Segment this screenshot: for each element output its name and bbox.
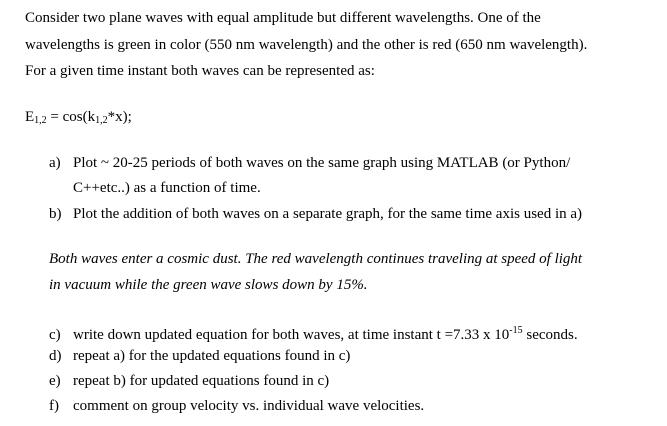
question-e [49, 372, 329, 390]
question-c-suffix: seconds. [522, 327, 578, 343]
equation-rhs: *x); [107, 109, 132, 125]
equation-middle: = cos(k [46, 109, 96, 125]
question-b-text: Plot the addition of both waves on a separate graph, for the same time axis used in a) [73, 206, 583, 222]
question-e-label: e) [49, 373, 61, 389]
question-d [49, 347, 350, 365]
question-c-label: c) [49, 327, 61, 343]
question-a-text-line-2: C++etc..) as a function of time. [73, 180, 261, 196]
question-a-continued [49, 179, 261, 197]
question-a [49, 154, 570, 172]
intro-line-3: For a given time instant both waves can be represented as: [25, 63, 375, 79]
question-a-text-line-1: Plot ~ 20-25 periods of both waves on the same graph using MATLAB (or Python/ [73, 155, 571, 171]
question-d-label: d) [49, 348, 62, 364]
question-b [49, 205, 582, 223]
question-c-exponent: -15 [509, 325, 523, 336]
question-d-text: repeat a) for the updated equations found in c) [73, 348, 351, 364]
question-f-label: f) [49, 398, 59, 414]
question-f [49, 397, 424, 415]
question-c [49, 322, 578, 344]
equation-k-subscript: 1,2 [95, 115, 108, 126]
intro-line-2: wavelengths is green in color (550 nm wavelength) and the other is red (650 nm wavelength). [25, 37, 588, 53]
intro-line-1: Consider two plane waves with equal amplitude but different wavelengths. One of the [25, 10, 541, 26]
equation-lhs-subscript: 1,2 [34, 115, 47, 126]
question-a-label: a) [49, 155, 61, 171]
note-line-2: in vacuum while the green wave slows down by 15%. [49, 277, 368, 293]
wave-equation [25, 108, 132, 130]
equation-lhs: E [25, 109, 35, 125]
question-b-label: b) [49, 206, 62, 222]
note-line-1: Both waves enter a cosmic dust. The red wavelength continues traveling at speed of light [49, 251, 583, 267]
question-c-text: write down updated equation for both waves, at time instant t =7.33 x 10 [73, 327, 510, 343]
question-f-text: comment on group velocity vs. individual wave velocities. [73, 398, 425, 414]
question-e-text: repeat b) for updated equations found in c) [73, 373, 330, 389]
